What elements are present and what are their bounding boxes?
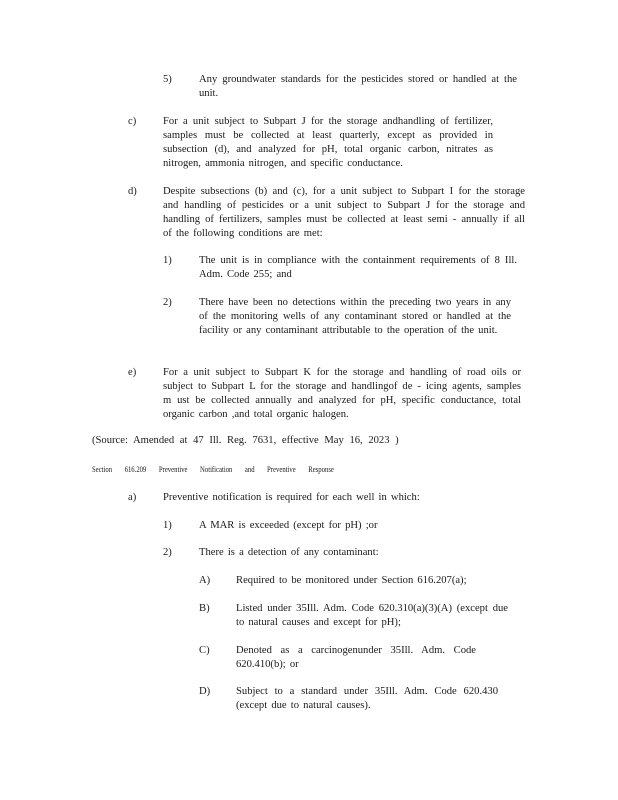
item-text: The unit is in compliance with the containment requirements of 8 Ill. Adm. Code 255; and	[199, 255, 517, 280]
section-number-prefix: Section	[92, 464, 113, 474]
item-text: Any groundwater standards for the pesticides stored or handled at the unit.	[199, 74, 517, 99]
section-title-word: Preventive	[158, 464, 188, 474]
subitem-text: Denoted as a carcinogenunder 35Ill. Adm. Code 620.410(b); or	[236, 645, 476, 670]
item-text: A MAR is exceeded (except for pH) ;or	[199, 520, 378, 531]
subsection-label-a: a)	[128, 492, 137, 503]
subitem-text: Subject to a standard under 35Ill. Adm. Code 620.430 (except due to natural causes).	[236, 686, 498, 711]
section-title-word: Preventive	[267, 464, 296, 474]
subsection-text-c: For a unit subject to Subpart J for the storage andhandling of fertilizer, samples must be collected at least quarterly, except as provided in subsection (d), and analyzed for pH, total organic carbon, nitrates as nitrogen, ammonia nitrogen, and specific conductance.	[163, 116, 493, 169]
item-text: There is a detection of any contaminant:	[199, 547, 379, 558]
item-label: 5)	[163, 74, 172, 85]
subsection-text-a: Preventive notification is required for each well in which:	[163, 492, 420, 503]
section-title-word: Response	[308, 464, 334, 474]
subsection-text-d: Despite subsections (b) and (c), for a unit subject to Subpart I for the storage and handling of pesticides or a unit subject to Subpart J for the storage and handling of fertilizers, samples must be collected at least semi - annually if all of the following conditions are met:	[163, 186, 525, 239]
subitem-label: C)	[199, 645, 210, 656]
subitem-label: B)	[199, 603, 210, 614]
subsection-text-e: For a unit subject to Subpart K for the storage and handling of road oils or subject to Subpart L for the storage and handlingof de - icing agents, samples m ust be collected annually and analyzed for pH, specific conductance, total organic carbon ,and total organic halogen.	[163, 367, 521, 420]
item-label: 2)	[163, 547, 172, 558]
item-label: 2)	[163, 297, 172, 308]
subitem-text: Required to be monitored under Section 616.207(a);	[236, 575, 467, 586]
subitem-label: A)	[199, 575, 211, 586]
section-title-word: Notification	[200, 464, 233, 474]
subsection-label-d: d)	[128, 186, 137, 197]
subitem-label: D)	[199, 686, 211, 697]
subsection-label-c: c)	[128, 116, 137, 127]
section-title-word: and	[244, 464, 255, 474]
source-note: (Source: Amended at 47 Ill. Reg. 7631, effective May 16, 2023 )	[92, 435, 399, 446]
item-label: 1)	[163, 520, 172, 531]
item-text: There have been no detections within the preceding two years in any of the monitoring wells of any contaminant stored or handled at the facility or any contaminant attributable to the operation of the unit.	[199, 297, 511, 336]
section-number: 616.209	[124, 464, 147, 474]
section-heading	[92, 463, 349, 475]
item-label: 1)	[163, 255, 172, 266]
subitem-text: Listed under 35Ill. Adm. Code 620.310(a)(3)(A) (except due to natural causes and except for pH);	[236, 603, 508, 628]
subsection-label-e: e)	[128, 367, 137, 378]
